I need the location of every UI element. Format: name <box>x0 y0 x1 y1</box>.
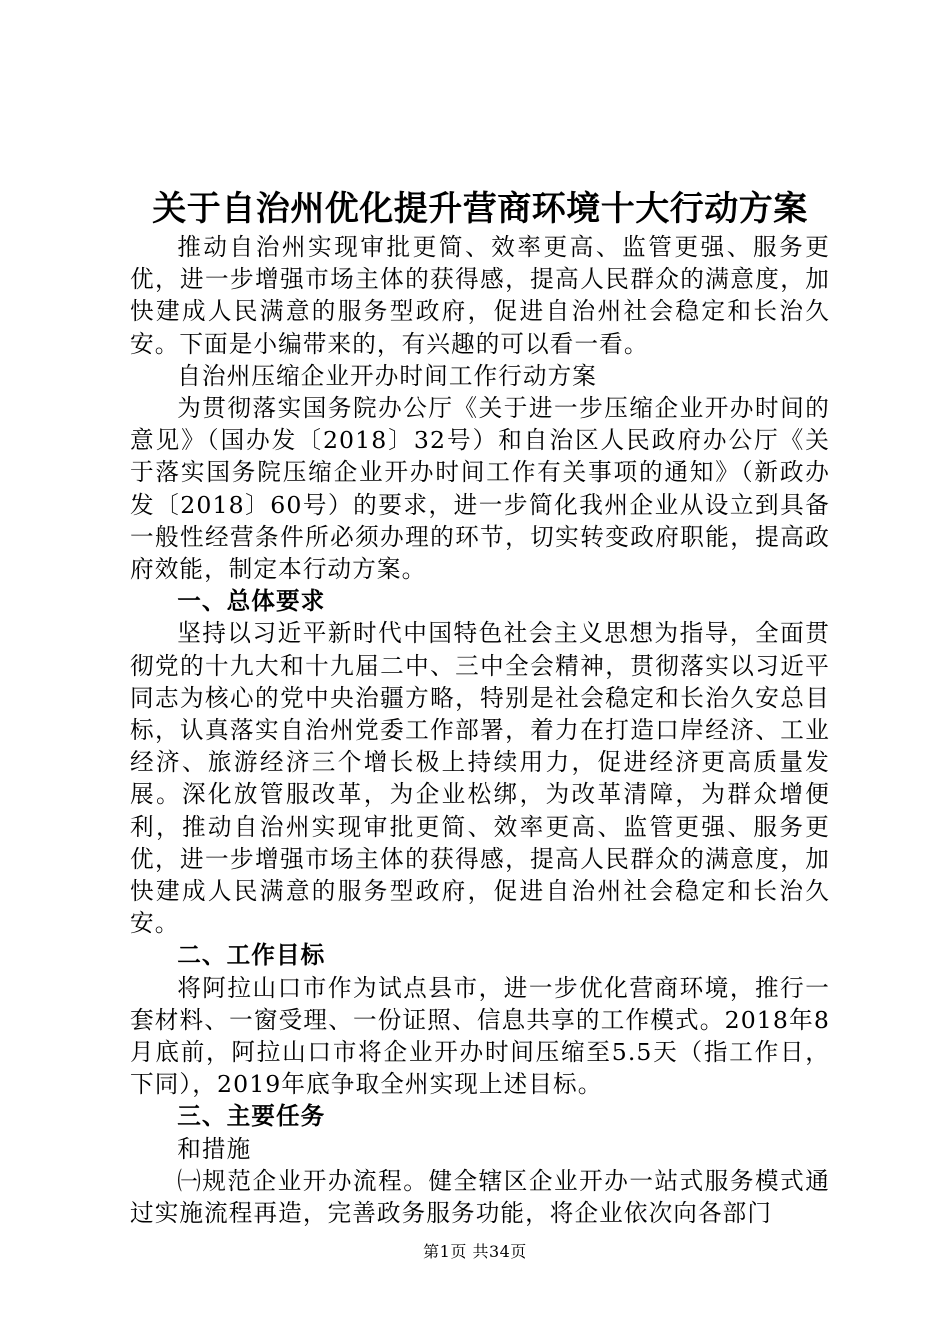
section-heading-3: 三、主要任务 <box>177 1102 326 1131</box>
document-body <box>130 231 830 1229</box>
paragraph-work-goals: 将阿拉山口市作为试点县市，进一步优化营商环境，推行一套材料、一窗受理、一份证照、信息共享的工作模式。2018年8月底前，阿拉山口市将企业开办时间压缩至5.5天（指工作日，下同），2019年底争取全州实现上述目标。 <box>130 973 830 1099</box>
section-heading-2: 二、工作目标 <box>177 941 326 970</box>
document-title: 关于自治州优化提升营商环境十大行动方案 <box>152 189 808 229</box>
paragraph-general-requirements: 坚持以习近平新时代中国特色社会主义思想为指导，全面贯彻党的十九大和十九届二中、三中全会精神，贯彻落实以习近平同志为核心的党中央治疆方略，特别是社会稳定和长治久安总目标，认真落实自治州党委工作部署，着力在打造口岸经济、工业经济、旅游经济三个增长极上持续用力，促进经济更高质量发展。深化放管服改革，为企业松绑，为改革清障，为群众增便利，推动自治州实现审批更简、效率更高、监管更强、服务更优，进一步增强市场主体的获得感，提高人民群众的满意度，加快建成人民满意的服务型政府，促进自治州社会稳定和长治久安。 <box>130 619 830 938</box>
paragraph-intro: 推动自治州实现审批更简、效率更高、监管更强、服务更优，进一步增强市场主体的获得感，提高人民群众的满意度，加快建成人民满意的服务型政府，促进自治州社会稳定和长治久安。下面是小编带来的，有兴趣的可以看一看。 <box>130 233 830 358</box>
page-footer: 第1页 共34页 <box>423 1242 527 1261</box>
paragraph-task-1: ㈠规范企业开办流程。健全辖区企业开办一站式服务模式通过实施流程再造，完善政务服务功能，将企业依次向各部门 <box>130 1166 830 1228</box>
paragraph-subtitle: 自治州压缩企业开办时间工作行动方案 <box>177 361 597 390</box>
paragraph-preamble: 为贯彻落实国务院办公厅《关于进一步压缩企业开办时间的意见》（国办发〔2018〕32号）和自治区人民政府办公厅《关于落实国务院压缩企业开办时间工作有关事项的通知》（新政办发〔2018〕60号）的要求，进一步简化我州企业从设立到具备一般性经营条件所必须办理的环节，切实转变政府职能，提高政府效能，制定本行动方案。 <box>130 394 830 584</box>
paragraph-measures-label: 和措施 <box>177 1134 252 1163</box>
section-heading-1: 一、总体要求 <box>177 587 326 616</box>
